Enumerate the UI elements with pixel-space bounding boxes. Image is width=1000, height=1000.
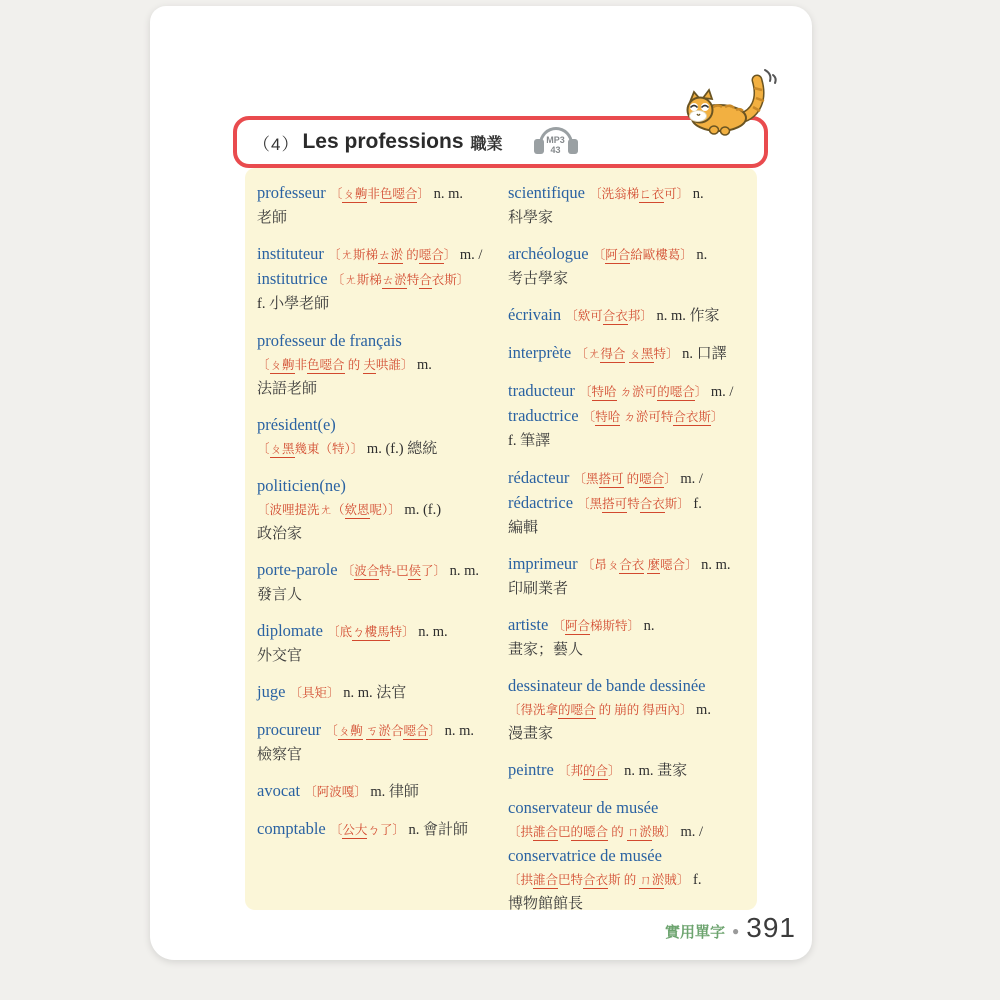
pronunciation-stressed: 阿合 [564,619,590,633]
pronunciation-stressed: 得合 [600,347,626,361]
pronunciation-stressed: 噁合 [639,472,665,486]
pronunciation: 特〕 [389,625,415,639]
chinese-translation: 考古學家 [508,270,569,287]
page-footer [665,912,796,944]
pronunciation: 〔 [552,619,565,633]
pos-label: m. / [456,247,483,263]
pronunciation-stressed: ㄈ衣 [639,187,665,201]
chinese-translation: 政治家 [257,525,303,542]
chinese-translation: 小學老師 [269,295,330,312]
vocab-row [508,758,745,783]
mp3-track-badge [531,126,581,162]
pronunciation-stressed: ㄇ淤 [626,825,652,839]
french-term: conservateur de musée [508,798,659,817]
chinese-translation: 漫畫家 [508,725,554,742]
vocab-entry [257,329,494,400]
french-term: porte-parole [257,560,342,579]
vocab-row [508,404,745,429]
french-term: écrivain [508,305,566,324]
french-term: diplomate [257,621,328,640]
pronunciation: 賊〕 [664,873,690,887]
cat-illustration [683,66,781,140]
pos-label: m. [692,702,711,718]
pronunciation-stressed: 誰合 [533,825,559,839]
pronunciation: 梯斯特〕 [589,619,640,633]
french-term: conservatrice de musée [508,846,662,865]
vocab-row [508,379,745,404]
vocab-entry [508,466,745,539]
pronunciation: 〔ㄤ [575,347,601,361]
vocab-row [508,466,745,491]
vocab-row [257,498,494,522]
chinese-translation: 口譯 [696,345,727,362]
pronunciation: 〔拱 [508,873,534,887]
pronunciation: 〕 [443,248,457,262]
vocab-row [257,817,494,842]
pronunciation-stressed: 搭可 [602,497,628,511]
pronunciation: 〔ㄤ斯梯 [328,248,379,262]
cat-muzzle [690,111,707,122]
french-term: dessinateur de bande dessinée [508,676,706,695]
vocab-entry [257,619,494,667]
chinese-translation: 老師 [257,209,288,226]
chinese-translation: 博物館館長 [508,895,584,910]
vocab-entry [257,242,494,316]
pronunciation: 特〕 [653,347,679,361]
pos-label: n. m. [440,723,475,739]
pronunciation: 〔阿波嘎〕 [304,785,367,799]
pronunciation: 〔波哩提洗ㄤ（ [257,503,345,517]
pronunciation: 了〕 [420,564,446,578]
french-term: procureur [257,720,326,739]
pronunciation-stressed: 的合 [582,764,608,778]
pronunciation: 〔黑 [573,472,599,486]
pronunciation: 的 [344,358,364,372]
vocab-row [257,292,494,316]
pronunciation: 的 [608,825,627,839]
pos-label: f. [508,433,521,449]
pronunciation-stressed: ㄆ黑 [269,442,295,456]
vocab-row [257,474,494,498]
vocab-row [508,206,745,229]
pos-label: f. [257,296,270,312]
pronunciation: 噁合〕 [659,558,698,572]
pronunciation-stressed: 特哈 [591,385,617,399]
vocab-row [257,413,494,437]
pronunciation: 〔欸可 [565,309,603,323]
section-title-french: Les professions [302,130,464,153]
chinese-translation: 畫家 [657,762,688,779]
french-term: instituteur [257,244,329,263]
pronunciation-stressed: ㄇ淤 [639,873,665,887]
chinese-translation: 編輯 [508,519,539,536]
french-term: scientifique [508,183,590,202]
vocab-row [257,583,494,606]
pronunciation: 特-巴 [379,564,409,578]
pos-label: f. [689,872,702,888]
pronunciation: 斯 的 [608,873,640,887]
pronunciation: ㄉ淤可特 [620,410,674,424]
vocab-entry [257,718,494,766]
vocab-entry [508,674,745,745]
pronunciation: 〕 [710,410,724,424]
pos-label: m. / [707,384,734,400]
pronunciation: 〕 [664,472,677,486]
vocab-row [508,429,745,453]
pronunciation-stressed: 麼 [647,558,660,572]
french-term: juge [257,682,290,701]
pronunciation: ㄅ了〕 [367,823,405,837]
pronunciation: 的 [403,248,419,262]
pronunciation-stressed: 合衣 [583,873,609,887]
vocab-entry [257,181,494,229]
vocab-row [508,267,745,290]
vocab-row [257,377,494,400]
vocab-row [257,206,494,229]
chinese-translation: 印刷業者 [508,580,569,597]
pronunciation: 〔底 [327,625,353,639]
mp3-track-number: MP3 43 [546,135,565,155]
pos-label: n. [689,186,704,202]
pronunciation-stressed: ㄆ齁 [269,358,295,372]
footer-dot-icon: ● [732,924,740,938]
vocab-row [257,353,494,377]
pos-label: m. / [676,471,703,487]
pronunciation-stressed: 波合 [354,564,380,578]
pronunciation-stressed: ㄊ淤 [381,273,407,287]
page-number: 391 [746,912,796,943]
vocab-row [508,674,745,698]
chinese-translation: 律師 [388,783,419,800]
pronunciation: 〔邦 [557,764,583,778]
pronunciation: 哄誰〕 [375,358,414,372]
cat-paw [721,127,730,135]
pronunciation: 〔 [329,823,343,837]
pronunciation-stressed: 公大 [342,823,368,837]
vocab-row [508,638,745,661]
vocab-row [257,718,494,743]
vocab-row [257,644,494,667]
chinese-translation: 作家 [689,307,720,324]
pronunciation: 〔洗翁梯 [589,187,640,201]
motion-line-icon [773,75,776,83]
pos-label: n. m. [652,308,690,324]
vocab-row [508,868,745,892]
pronunciation-stressed: ㄊ淤 [378,248,404,262]
pos-label: m. / [676,824,704,840]
vocab-row [508,892,745,910]
french-term: président(e) [257,415,336,434]
pronunciation: 〔具矩〕 [289,686,340,700]
vocab-entry [257,817,494,842]
pronunciation: 〔 [592,248,606,262]
pronunciation-stressed: 合衣 [619,558,645,572]
chinese-translation: 檢察官 [257,746,303,763]
pronunciation-stressed: ㄆ齁 [342,187,368,201]
pronunciation: 〔拱 [508,825,534,839]
pronunciation: 賊〕 [651,825,677,839]
french-term: comptable [257,819,330,838]
vocab-row [508,577,745,600]
vocab-entry [257,558,494,606]
pronunciation-stressed: ㄆ齁 [337,724,363,738]
vocab-entry [508,303,745,328]
vocab-entry [257,474,494,545]
pos-label: m. [366,784,389,800]
pronunciation-stressed: 色噁合 [307,358,345,372]
pronunciation: 〔 [582,410,596,424]
pronunciation: 〔昂ㄆ [581,558,620,572]
vocab-row [508,181,745,206]
pronunciation: 〕 [417,187,430,201]
french-term: politicien(ne) [257,476,346,495]
french-term: professeur [257,183,330,202]
french-term: archéologue [508,244,593,263]
vocab-row [508,844,745,868]
pos-label: n. [692,247,708,263]
pronunciation-stressed: 噁合 [418,248,444,262]
pronunciation: 〔 [341,564,355,578]
pronunciation: 〔 [257,442,270,456]
pos-label: n. m. [339,685,377,701]
vocab-entry [508,379,745,453]
pronunciation-stressed: ㄅ樓馬 [352,625,390,639]
vocab-entry [257,779,494,804]
pronunciation: 〔黑 [577,497,603,511]
pronunciation-stressed: 噁合 [403,724,429,738]
pronunciation: 特 [627,497,640,511]
pronunciation: 〔 [325,724,338,738]
vocab-row [257,181,494,206]
vocab-row [257,558,494,583]
pronunciation: 〕 [694,385,708,399]
vocab-row [508,698,745,722]
vocab-row [508,552,745,577]
pos-label: n. m. [445,563,480,579]
pronunciation: 非 [294,358,308,372]
pronunciation: 巴 [558,825,571,839]
pos-label: n. m. [697,557,731,573]
cat-paw [710,126,719,134]
pronunciation-stressed: 侯 [408,564,421,578]
pos-label: f. [689,496,702,512]
chinese-translation: 法語老師 [257,380,318,397]
vocab-row [257,779,494,804]
pronunciation: 特 [406,273,420,287]
pronunciation-stressed: 誰合 [533,873,559,887]
pronunciation-stressed: 的噁合 [558,703,596,717]
pronunciation: 合 [390,724,404,738]
vocab-row [508,242,745,267]
pronunciation: 〔 [329,187,343,201]
vocab-row [508,303,745,328]
chinese-translation: 外交官 [257,647,303,664]
pronunciation: 邦〕 [627,309,653,323]
pronunciation-stressed: ㄆ黑 [628,347,654,361]
pronunciation-stressed: 欸恩 [344,503,370,517]
pronunciation-stressed: 的噁合 [570,825,609,839]
pronunciation: 〔 [579,385,592,399]
pronunciation: ㄉ淤可 [616,385,658,399]
chinese-translation: 法官 [376,684,407,701]
vocab-row [508,722,745,745]
chinese-translation: 會計師 [423,821,469,838]
chinese-translation: 筆譯 [520,432,551,449]
pronunciation: 巴特 [558,873,584,887]
pronunciation-stressed: 搭可 [598,472,624,486]
vocab-row [508,613,745,638]
pos-label: n. [640,618,655,634]
french-term: artiste [508,615,553,634]
pos-label: n. m. [414,624,448,640]
pronunciation: 〔得洗拿 [508,703,559,717]
pronunciation: 衣斯〕 [431,273,470,287]
vocab-row [257,267,494,292]
pronunciation: 斯〕 [664,497,690,511]
vocab-entry [508,341,745,366]
vocab-row [508,491,745,516]
vocab-row [257,619,494,644]
pronunciation: 非 [367,187,380,201]
pronunciation: 〔 [257,358,270,372]
pronunciation: 〕 [428,724,441,738]
pronunciation-stressed: 阿合 [605,248,631,262]
vocab-panel [245,168,757,910]
motion-line-icon [765,70,770,81]
pos-label: m. (f.) [400,502,442,518]
french-term: imprimeur [508,554,582,573]
pronunciation: 可〕 [664,187,690,201]
vocab-entry [257,680,494,705]
french-term: rédactrice [508,493,578,512]
french-term: interprète [508,343,576,362]
french-term: professeur de français [257,331,402,350]
vocab-row [508,796,745,820]
vocab-row [257,743,494,766]
pronunciation-stressed: ㄎ淤 [365,724,391,738]
pos-label: m. (f.) [363,441,408,457]
french-term: traducteur [508,381,580,400]
pronunciation: 的 崩的 得西內〕 [595,703,693,717]
chinese-translation: 發言人 [257,586,303,603]
section-title-chinese: 職業 [470,135,503,153]
section-number: （4） [253,134,300,154]
pos-label: m. [413,357,432,373]
vocab-entry [508,613,745,661]
vocab-row [508,516,745,539]
pronunciation-stressed: 特哈 [595,410,621,424]
vocab-column-right [508,181,745,910]
pos-label: n. [404,822,424,838]
pos-label: n. [678,346,697,362]
french-term: traductrice [508,406,583,425]
vocab-row [257,680,494,705]
pronunciation-stressed: 合衣 [639,497,665,511]
pronunciation: 的 [623,472,640,486]
french-term: rédacteur [508,468,574,487]
vocab-row [257,242,494,267]
french-term: institutrice [257,269,332,288]
pronunciation-stressed: 合衣斯 [673,410,711,424]
book-page [150,6,812,960]
vocab-entry [508,242,745,290]
pronunciation-stressed: 合衣 [602,309,628,323]
vocab-entry [257,413,494,461]
vocab-column-left [257,181,494,897]
pos-label: n. m. [429,186,463,202]
pronunciation-stressed: 夫 [363,358,376,372]
french-term: peintre [508,760,558,779]
vocab-row [257,522,494,545]
vocab-entry [508,552,745,600]
pos-label: n. m. [620,763,658,779]
vocab-row [508,820,745,844]
vocab-row [508,341,745,366]
pronunciation-stressed: 色噁合 [379,187,418,201]
vocab-row [257,329,494,353]
vocab-row [257,437,494,461]
chinese-translation: 科學家 [508,209,554,226]
pronunciation: 〕 [607,764,621,778]
vocab-entry [508,181,745,229]
chinese-translation: 總統 [407,440,438,457]
chinese-translation: 畫家；藝人 [508,641,584,658]
pronunciation: 幾東（特）〕 [294,442,364,456]
french-term: avocat [257,781,305,800]
pronunciation-stressed: 合 [419,273,432,287]
pronunciation: 給歐樓葛〕 [630,248,693,262]
pronunciation: 〔ㄤ斯梯 [331,273,382,287]
vocab-entry [508,796,745,910]
pronunciation-stressed: 的噁合 [657,385,695,399]
vocab-entry [508,758,745,783]
footer-section-label: 實用單字 [665,924,726,941]
pronunciation: 呢）〕 [369,503,401,517]
